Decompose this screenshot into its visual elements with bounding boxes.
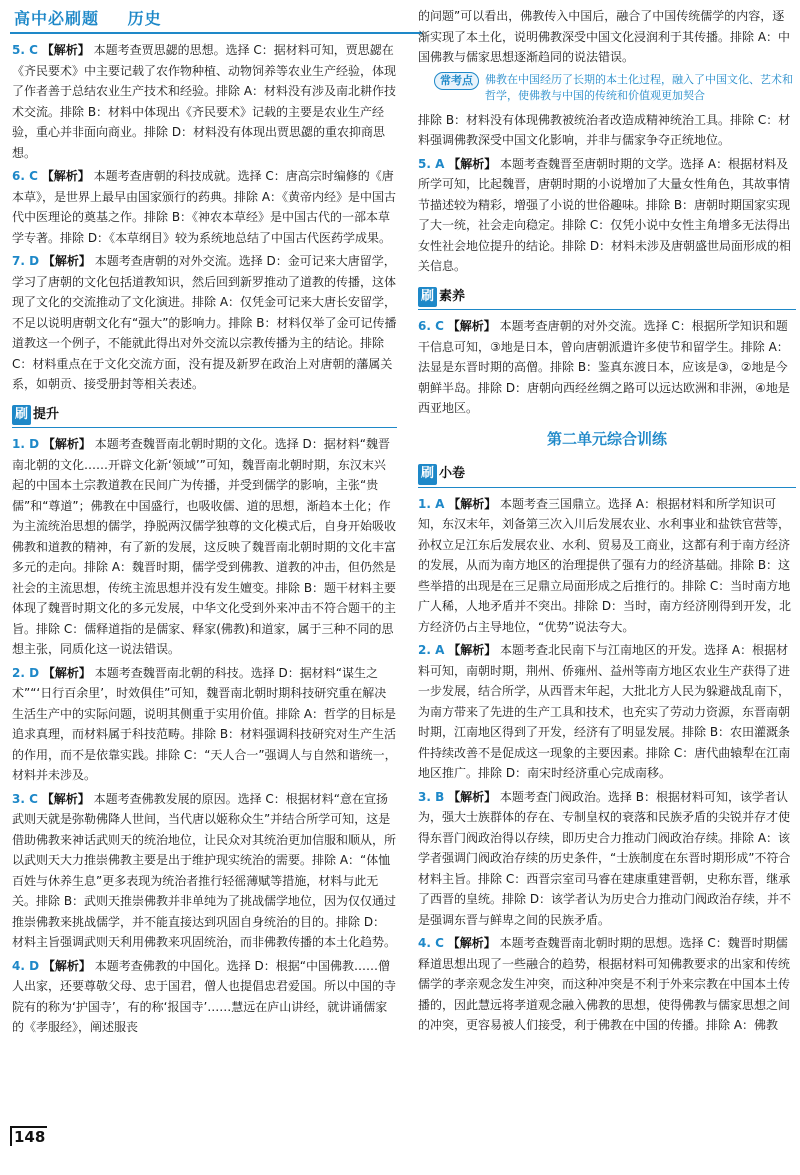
book-title: 高中必刷题	[14, 9, 100, 28]
continued-analysis: 排除 B：材料没有体现佛教被统治者改造成精神统治工具。排除 C：材料强调佛教深受中国文化影响，并非与儒家争夺正统地位。	[418, 112, 791, 147]
exam-point-badge: 常考点	[434, 72, 479, 90]
answer-entry	[12, 663, 397, 786]
answer-entry	[12, 956, 397, 1038]
answer-entry	[12, 40, 397, 163]
analysis-text: 本题考查魏晋南北朝时期的文化。选择 D：据材料“魏晋南北朝的文化……开辟文化新‘领域’”可知，魏晋南北朝时期，东汉末兴起的中国本土宗教道教在民间广为传播，并受到儒学的影响，主张“贵儒”和“尊道”；佛教在中国盛行，也吸收儒、道的思想，渐趋本土化；作为主流统治思想的儒学，挣脱两汉儒学独尊的文化模式后，自身开始吸收佛教和道教的精神，有了新的发展，这反映了魏晋南北朝时期的文化丰富多元的走向。排除 A：魏晋时期，儒学受到佛教、道教的冲击，但仍然是社会的主流思想，传统主流思想并没有发生嬗变。排除 B：题干材料主要体现了魏晋时期文化的多元发展，中华文化受到外来冲击不符合题干的主旨。排除 C：儒释道指的是儒家、释家(佛教)和道家，属于三种不同的思想主张，同质化这一说法错误。	[12, 437, 397, 656]
analysis-tag: 【解析】	[42, 437, 91, 451]
answer-entry	[418, 640, 796, 784]
analysis-text: 本题考查魏晋南北朝的科技。选择 D：据材料“谋生之术”“‘日行百余里’，时效俱佳”可知，魏晋南北朝时期科技研究重在解决生活生产中的实际问题，说明其侧重于实用价值。排除 A：哲学的目标是追求真理，而材料属于科技范畴。排除 B：材料强调科技研究对生产生活的作用，而不是依靠实践。排除 C：“天人合一”强调人与自然和谐统一，材料并未涉及。	[12, 665, 397, 782]
analysis-text: 本题考查魏晋至唐朝时期的文学。选择 A：根据材料及所学可知，比起魏晋，唐朝时期的小说增加了大量女性角色，其故事情节描述较为精彩，增强了小说的世俗趣味。排除 B：唐朝时期国家实现了大一统，社会走向稳定。排除 C：仅凭小说中女性主角增多无法得出女性社会地位提升的结论。排除 D：材料未涉及唐朝盛世局面形成的相关信息。	[418, 156, 792, 273]
continued-text	[418, 110, 796, 151]
analysis-tag: 【解析】	[448, 496, 497, 511]
answer-number: 4. D	[12, 958, 40, 973]
section-header-xiaojuan	[418, 463, 796, 488]
section-label: 提升	[33, 406, 60, 422]
analysis-text: 本题考查唐朝的科技成就。选择 C：唐高宗时编修的《唐本草》，是世界上最早由国家颁行的药典。排除 A：《黄帝内经》是中国古代中医理论的奠基之作。排除 B：《神农本草经》是中国古代的一部本草学专著。排除 D：《本草纲目》较为系统地总结了中国古代医药学成果。	[12, 169, 397, 245]
brush-badge: 刷	[418, 464, 437, 485]
left-column	[12, 40, 397, 1041]
answer-number: 3. C	[12, 791, 38, 806]
analysis-tag: 【解析】	[41, 791, 90, 806]
page-header	[14, 6, 162, 29]
analysis-text: 本题考查北民南下与江南地区的开发。选择 A：根据材料可知，南朝时期，荆州、侨雍州、益州等南方地区农业生产获得了进一步发展，结合所学，从西晋末年起，大批北方人民为躲避战乱南下，为南方带来了先进的生产工具和技术，也充实了劳动力资源，东晋南朝时期，江南地区得到了开发，经济有了明显发展。排除 B：农田灌溉条件持续改善不是促成这一现象的主要因素。排除 C：唐代曲辕犁在江南地区推广。排除 D：南宋时经济重心完成南移。	[418, 643, 791, 780]
continued-analysis: 的问题”可以看出，佛教传入中国后，融合了中国传统儒学的内容，逐渐实现了本土化，说明佛教深受中国文化浸润利于其传播。排除 A：中国佛教与儒家思想逐渐趋同的说法错误。	[418, 9, 791, 64]
answer-entry	[418, 316, 796, 419]
analysis-tag: 【解析】	[447, 319, 496, 333]
section-label: 小卷	[439, 466, 466, 481]
brush-badge: 刷	[12, 405, 31, 426]
section-label: 素养	[439, 288, 466, 304]
analysis-text: 本题考查唐朝的对外交流。选择 D：金可记来大唐留学，学习了唐朝的文化包括道教知识，然后回到新罗推动了道教的传播，这体现了文化的交流推动了文化演进。排除 A：仅凭金可记来大唐长安留学，不足以说明唐朝文化有“强大”的影响力。排除 B：材料仅举了金可记传播道教这一个例子，不能就此得出对外交流以宗教传播为主的结论。排除 C：材料重点在于文化交流方面，没有提及新罗在政治上对唐朝的藩属关系，如朝贡、接受册封等相关表述。	[12, 254, 397, 391]
answer-entry	[418, 494, 796, 638]
answer-entry	[12, 166, 397, 248]
analysis-text: 本题考查佛教发展的原因。选择 C：根据材料“意在宣扬武则天就是弥勒佛降人世间，当代唐以姬称众生”并结合所学可知，这是借助佛教来神话武则天的统治地位，让民众对其统治更加信服和顺从，所以武则天大力推崇佛教主要是出于维护现实统治的需要。排除 A：“体恤百姓与休养生息”更多表现为统治者推行轻徭薄赋等措施，材料与此无关。排除 B：武则天推崇佛教并非单纯为了挑战儒学地位，因为仅仅通过推崇佛教来挑战儒学，并不能直接达到巩固自身统治的目的。排除 D：材料主旨强调武则天利用佛教来巩固统治，而非佛教传播的本土化趋势。	[12, 791, 397, 949]
analysis-tag: 【解析】	[448, 643, 497, 657]
unit-title: 第二单元综合训练	[546, 429, 667, 448]
answer-number: 6. C	[12, 169, 38, 183]
answer-entry	[12, 789, 397, 953]
header-rule	[10, 32, 422, 34]
answer-number: 3. B	[418, 789, 445, 804]
answer-number: 2. D	[12, 665, 40, 680]
analysis-tag: 【解析】	[448, 156, 497, 171]
answer-entry	[12, 251, 397, 395]
exam-point-text: 佛教在中国经历了长期的本土化过程，融入了中国文化、艺术和哲学，使佛教与中国的传统和价值观更加契合	[485, 72, 793, 102]
analysis-tag: 【解析】	[42, 254, 91, 268]
analysis-text: 本题考查唐朝的对外交流。选择 C：根据所学知识和题干信息可知，③地是日本，曾向唐朝派遣许多使节和留学生。排除 A：法显是东晋时期的高僧。排除 B：鉴真东渡日本，应该是③，②地是今朝鲜半岛。排除 D：唐朝向西经丝绸之路可以远达欧洲和非洲，④地是西亚地区。	[418, 319, 790, 415]
answer-number: 6. C	[418, 319, 444, 333]
analysis-text: 本题考查佛教的中国化。选择 D：根据“中国佛教……僧人出家，还要尊敬父母、忠于国君，僧人也提倡忠君爱国。所以中国的寺院有的称为‘护国寺’，有的称‘报国寺’……慧远在庐山讲经，就讲诵儒家的《孝服经》，阐述服丧	[12, 958, 397, 1034]
answer-number: 1. A	[418, 496, 445, 511]
answer-number: 5. C	[12, 43, 38, 57]
analysis-tag: 【解析】	[41, 169, 90, 183]
answer-number: 4. C	[418, 936, 444, 950]
answer-entry	[12, 434, 397, 660]
answer-number: 2. A	[418, 643, 445, 657]
brush-badge: 刷	[418, 287, 437, 308]
section-header-tisheng	[12, 404, 397, 429]
analysis-tag: 【解析】	[42, 958, 91, 973]
subject-title: 历史	[127, 9, 162, 28]
analysis-tag: 【解析】	[448, 789, 497, 804]
answer-entry	[418, 787, 796, 931]
analysis-text: 本题考查门阀政治。选择 B：根据材料可知，该学者认为，强大士族群体的存在、专制皇权的衰落和民族矛盾的尖锐并存才使得东晋门阀政治得以存续，即历史合力推动门阀政治存续。排除 A：该学者强调门阀政治存续的历史条件，“士族制度在东晋时期形成”不符合材料主旨。排除 C：西晋宗室司马睿在建康重建晋朝，史称东晋，继承了西晋的皇统。排除 D：该学者认为历史合力推动门阀政治存续，并不是强调东晋与鲜卑之间的民族矛盾。	[418, 789, 792, 927]
answer-entry	[418, 933, 796, 1036]
analysis-text: 本题考查魏晋南北朝时期的思想。选择 C：魏晋时期儒释道思想出现了一些融合的趋势，根据材料可知佛教要求的出家和传统儒学的孝亲观念发生冲突，而这种冲突是不利于外来宗教在中国本土传播的，因此慧远将孝道观念融入佛教的思想，使得佛教与儒家思想之间的冲突，更容易被人们接受，利于佛教在中国的传播。排除 A：佛教	[418, 936, 791, 1032]
analysis-tag: 【解析】	[42, 665, 91, 680]
analysis-tag: 【解析】	[41, 43, 90, 57]
analysis-text: 本题考查贾思勰的思想。选择 C：据材料可知，贾思勰在《齐民要术》中主要记载了农作物种植、动物饲养等农业生产经验，体现了作者善于总结农业生产技术和经验。排除 A：材料没有涉及南北耕作技术交流。排除 B：材料中体现出《齐民要术》记载的主要是农业生产经验，重心并非面向商业。排除 D：材料没有体现出贾思勰的重农抑商思想。	[12, 43, 397, 160]
analysis-tag: 【解析】	[447, 936, 496, 950]
answer-number: 5. A	[418, 156, 445, 171]
answer-number: 1. D	[12, 437, 40, 451]
answer-entry	[418, 154, 796, 277]
analysis-text: 本题考查三国鼎立。选择 A：根据材料和所学知识可知，东汉末年，刘备第三次入川后发展农业、水利事业和盐铁官营等，孙权立足江东后发展农业、水利、贸易及工商业，这都有利于南方经济的发展，从而为南方地区的治理提供了强有力的经济基础。排除 B：这些举措的出现是在三足鼎立局面形成之后推行的。排除 C：当时南方地广人稀，人地矛盾并不突出。排除 D：当时，南方经济刚得到开发，北方经济仍占主导地位，“优势”说法夸大。	[418, 496, 792, 634]
page-number: 148	[10, 1126, 47, 1146]
section-header-suyang	[418, 286, 796, 311]
continued-text	[418, 6, 796, 68]
exam-point-note	[434, 72, 796, 104]
right-column	[418, 6, 796, 1039]
answer-number: 7. D	[12, 254, 40, 268]
